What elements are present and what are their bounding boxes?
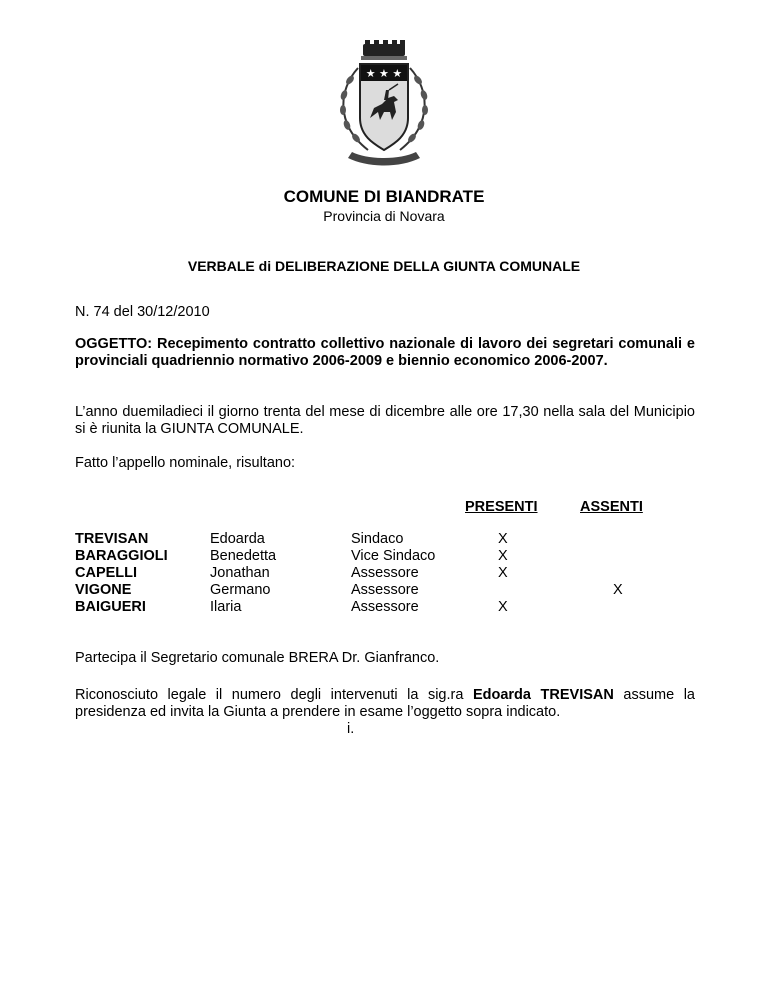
delibera-number: N. 74 del 30/12/2010 bbox=[75, 304, 210, 320]
cognome-cell: TREVISAN bbox=[75, 531, 149, 547]
oggetto-text: Recepimento contratto collettivo nazionale di lavoro dei segretari comunali e provinciali quadriennio normativo 2006-2009 e biennio economico 2006-2007. bbox=[75, 336, 695, 369]
provincia-subtitle: Provincia di Novara bbox=[323, 208, 445, 224]
segretario-text: Partecipa il Segretario comunale BRERA Dr. Gianfranco. bbox=[75, 650, 440, 666]
appello-text: Fatto l’appello nominale, risultano: bbox=[75, 455, 296, 471]
presidenza-paragraph bbox=[75, 687, 695, 721]
nome-cell: Germano bbox=[210, 582, 271, 598]
ruolo-cell: Assessore bbox=[351, 565, 419, 581]
ruolo-cell: Assessore bbox=[351, 599, 419, 615]
svg-text:★ ★ ★: ★ ★ ★ bbox=[365, 67, 403, 80]
crown-icon bbox=[361, 40, 407, 60]
comune-title: COMUNE DI BIANDRATE bbox=[283, 187, 485, 206]
col-header-assenti: ASSENTI bbox=[580, 499, 643, 515]
table-row bbox=[0, 599, 768, 616]
oggetto-paragraph bbox=[75, 336, 695, 370]
presente-cell: X bbox=[498, 565, 508, 581]
presente-cell: X bbox=[498, 548, 508, 564]
ribbon-icon bbox=[348, 152, 420, 166]
nome-cell: Edoarda bbox=[210, 531, 265, 547]
intro-paragraph: L’anno duemiladieci il giorno trenta del mese di dicembre alle ore 17,30 nella sala del Municipio si è riunita la GIUNTA COMUNALE. bbox=[75, 404, 695, 437]
nome-cell: Benedetta bbox=[210, 548, 277, 564]
assente-cell: X bbox=[613, 582, 623, 598]
presidenza-text-after: assume la presidenza ed invita la Giunta a prendere in esame l’oggetto sopra indicato. bbox=[75, 687, 695, 720]
shield-icon bbox=[360, 64, 408, 150]
nome-cell: Ilaria bbox=[210, 599, 242, 615]
table-row bbox=[0, 531, 768, 548]
table-row bbox=[0, 565, 768, 582]
oggetto-label: OGGETTO: bbox=[75, 336, 153, 352]
president-name: Edoarda TREVISAN bbox=[472, 687, 614, 703]
table-row bbox=[0, 548, 768, 565]
verbale-heading: VERBALE di DELIBERAZIONE DELLA GIUNTA COMUNALE bbox=[187, 258, 581, 274]
presente-cell: X bbox=[498, 531, 508, 547]
presidenza-text-before: Riconosciuto legale il numero degli intervenuti la sig.ra bbox=[75, 687, 473, 703]
cognome-cell: CAPELLI bbox=[75, 565, 138, 581]
end-mark: i. bbox=[347, 721, 355, 737]
ruolo-cell: Sindaco bbox=[351, 531, 404, 547]
ruolo-cell: Assessore bbox=[351, 582, 419, 598]
presente-cell: X bbox=[498, 599, 508, 615]
table-row bbox=[0, 582, 768, 599]
cognome-cell: BAIGUERI bbox=[75, 599, 146, 615]
cognome-cell: BARAGGIOLI bbox=[75, 548, 168, 564]
nome-cell: Jonathan bbox=[210, 565, 270, 581]
cognome-cell: VIGONE bbox=[75, 582, 132, 598]
coat-of-arms-emblem bbox=[328, 40, 440, 170]
ruolo-cell: Vice Sindaco bbox=[351, 548, 436, 564]
col-header-presenti: PRESENTI bbox=[465, 499, 538, 515]
